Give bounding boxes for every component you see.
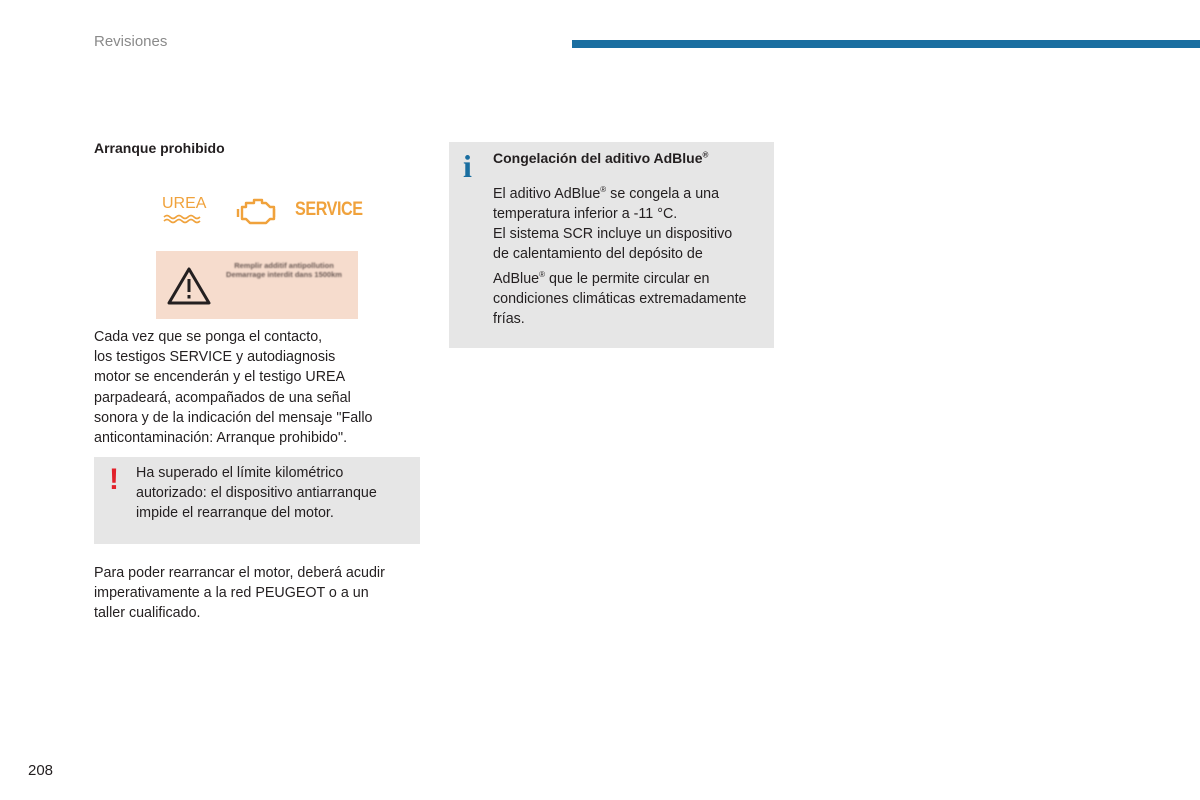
info-icon: i <box>463 148 472 184</box>
service-indicator-label: SERVICE <box>295 199 363 220</box>
paragraph-ignition: Cada vez que se ponga el contacto, los testigos SERVICE y autodiagnosis motor se encenderán y el testigo UREA parpadeará, acompañados de una señal sonora y de la indicación del mensaje "Fallo anticontaminación: Arranque prohibido". <box>94 329 373 447</box>
warning-box <box>94 457 420 544</box>
warning-triangle-icon <box>166 265 212 307</box>
header-accent-bar <box>572 40 1200 48</box>
instrument-display-message <box>156 251 358 319</box>
heading-arranque-prohibido: Arranque prohibido <box>94 140 225 156</box>
exclamation-icon: ! <box>109 463 119 496</box>
display-message-text: Remplir additif antipollution Demarrage interdit dans 1500km <box>226 261 342 279</box>
engine-check-icon <box>236 195 278 227</box>
warning-indicators <box>160 195 363 229</box>
info-title: Congelación del aditivo AdBlue® <box>493 150 709 166</box>
info-box-adblue <box>449 142 774 348</box>
paragraph-restart: Para poder rearrancar el motor, deberá acudir imperativamente a la red PEUGEOT o a un taller cualificado. <box>94 565 385 622</box>
urea-wave-icon <box>162 195 206 225</box>
warning-text: Ha superado el límite kilométrico autorizado: el dispositivo antiarranque impide el rearranque del motor. <box>136 465 377 522</box>
section-title: Revisiones <box>94 33 168 50</box>
urea-label: UREA <box>162 195 207 212</box>
info-text: El aditivo AdBlue® se congela a una temperatura inferior a -11 °C. El sistema SCR incluye un dispositivo de calentamiento del depósito de AdBlue® que le permite circular en condiciones climáticas extremadamente frías. <box>493 185 747 327</box>
page-number: 208 <box>28 762 54 779</box>
